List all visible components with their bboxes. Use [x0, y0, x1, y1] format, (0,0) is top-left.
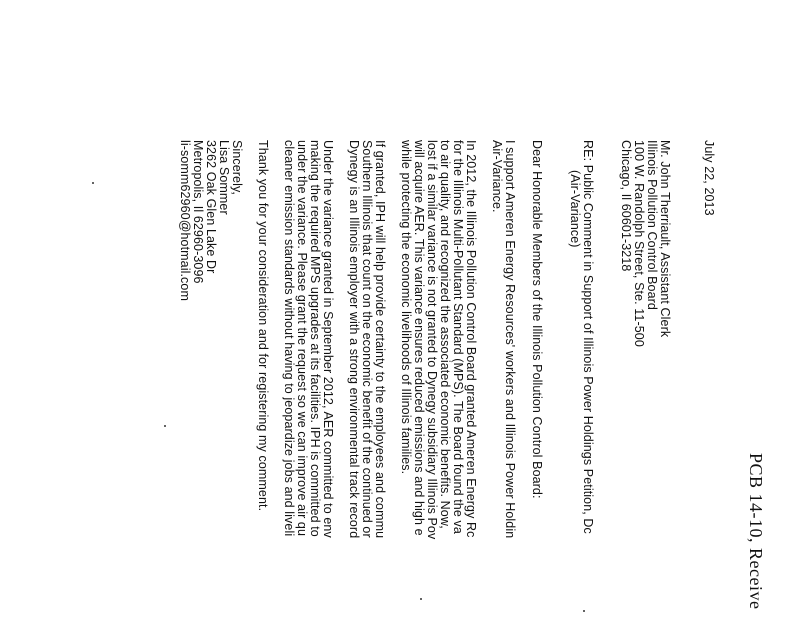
signature-city: Metropolis, Il 62960-3096: [191, 140, 205, 284]
signature-email: li-somm62960@hotmail.com: [178, 140, 192, 301]
thank-you-line: Thank you for your consideration and for registering my comment.: [256, 140, 270, 512]
paragraph-4-line: cleaner emission standards without having to jeopardize jobs and liveli: [282, 140, 296, 537]
paragraph-2-line: lost if a similar variance is not granted to Dynegy subsidiary Illinois Pov: [425, 140, 439, 540]
paragraph-1-line: I support Ameren Energy Resources' workers and Illinois Power Holdin: [503, 140, 517, 539]
paragraph-4-line: under the variance. Please grant the request so we can improve air qu: [295, 140, 309, 537]
re-line-2: (Air-Variance): [568, 170, 582, 248]
signature-closing: Sincerely,: [230, 140, 244, 195]
scan-speck: [420, 598, 422, 600]
scan-speck: [164, 425, 166, 427]
signature-name: Lisa Sommer: [217, 140, 231, 215]
recipient-name: Mr. John Therriault, Assistant Clerk: [658, 140, 672, 338]
recipient-city: Chicago, Il 60601-3218: [619, 140, 633, 272]
signature-street: 3262 Oak Glen Lake Dr: [204, 140, 218, 274]
paragraph-3-line: If granted, IPH will help provide certainty to the employees and commu: [373, 140, 387, 539]
paragraph-4-line: making the required MPS upgrades at its facilities. IPH is committed to: [308, 140, 322, 537]
scan-speck: [583, 610, 585, 612]
salutation: Dear Honorable Members of the Illinois Pollution Control Board:: [530, 140, 544, 499]
recipient-org: Illinois Pollution Control Board: [645, 140, 659, 310]
board-received-stamp: PCB 14-10, Receive: [746, 453, 766, 610]
paragraph-3-line: Dynegy is an Illinois employer with a strong environmental track record: [347, 140, 361, 539]
letter-date: July 22, 2013: [702, 140, 716, 216]
paragraph-2-line: In 2012, the Illinois Pollution Control Board granted Ameren Energy Rc: [464, 140, 478, 538]
paragraph-2-line: while protecting the economic livelihoods of Illinois families.: [399, 140, 413, 475]
paragraph-4-line: Under the variance granted in September 2012, AER committed to env: [321, 140, 335, 538]
paragraph-1-line: Air-Variance.: [490, 140, 504, 213]
re-line-1: RE: Public Comment in Support of Illinois Power Holdings Petition, Dc: [581, 140, 595, 534]
scan-speck: [92, 182, 94, 184]
paragraph-3-line: Southern Illinois that count on the economic benefit of the continued or: [360, 140, 374, 538]
paragraph-2-line: to air quality, and recognized the associated economic benefits. Now,: [438, 140, 452, 529]
recipient-street: 100 W. Randolph Street, Ste. 11-500: [632, 140, 646, 347]
paragraph-2-line: will acquire AER. This variance ensures reduced emissions and high e: [412, 140, 426, 536]
paragraph-2-line: for the Illinois Multi-Pollutant Standard (MPS). The Board found the va: [451, 140, 465, 534]
